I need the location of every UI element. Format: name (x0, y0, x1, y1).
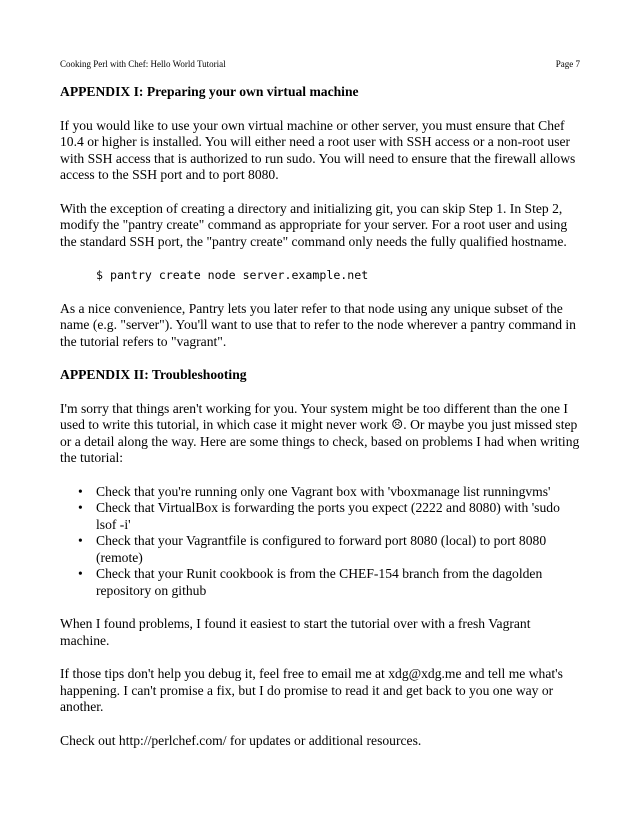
code-snippet: $ pantry create node server.example.net (96, 268, 369, 282)
list-item (78, 483, 580, 501)
appendix-2-paragraph-3: If those tips don't help you debug it, feel free to email me at xdg@xdg.me and tell me what's happening. I can't promise a fix, but I do promise to read it and get back to you one way or another. (60, 666, 563, 714)
bullet-icon: • (78, 500, 83, 515)
troubleshooting-list (60, 484, 580, 600)
list-item (78, 566, 580, 599)
list-item (78, 533, 580, 566)
list-item-text: Check that VirtualBox is forwarding the ports you expect (2222 and 8080) with 'sudo lsof -i' (96, 500, 560, 532)
appendix-1-paragraph-1: If you would like to use your own virtual machine or other server, you must ensure that Chef 10.4 or higher is installed. You will either need a root user with SSH access or a non-root user with SSH access that is authorized to run sudo. You will need to ensure that the firewall allows access to the SSH port and to port 8080. (60, 117, 576, 182)
bullet-icon: • (78, 566, 83, 581)
header-title: Cooking Perl with Chef: Hello World Tutorial (60, 59, 226, 69)
appendix-2-paragraph-1: I'm sorry that things aren't working for you. Your system might be too different than the one I used to write this tutorial, in which case it might never work ☹. Or maybe you just missed step or a detail along the way. Here are some things to check, based on problems I had when writing the tutorial: (60, 400, 580, 465)
page-number: Page 7 (555, 59, 580, 69)
appendix-2-paragraph-2: When I found problems, I found it easiest to start the tutorial over with a fresh Vagrant machine. (60, 616, 531, 648)
appendix-2-paragraph-4: Check out http://perlchef.com/ for updates or additional resources. (60, 732, 422, 748)
list-item (78, 500, 580, 533)
appendix-1-paragraph-2: With the exception of creating a directory and initializing git, you can skip Step 1. In Step 2, modify the "pantry create" command as appropriate for your server. For a root user and using the standard SSH port, the "pantry create" command only needs the fully qualified hostname. (60, 200, 568, 249)
list-item-text: Check that you're running only one Vagrant box with 'vboxmanage list runningvms' (96, 483, 551, 499)
appendix-1-heading: APPENDIX I: Preparing your own virtual machine (60, 84, 359, 99)
page-content (60, 84, 580, 766)
bullet-icon: • (78, 483, 83, 499)
bullet-icon: • (78, 533, 83, 548)
appendix-1-paragraph-3: As a nice convenience, Pantry lets you later refer to that node using any unique subset of the name (e.g. "server"). You'll want to use that to refer to the node wherever a pantry command in the tutorial refers to "vagrant". (60, 300, 576, 349)
list-item-text: Check that your Vagrantfile is configured to forward port 8080 (local) to port 8080 (remote) (96, 533, 547, 565)
list-item-text: Check that your Runit cookbook is from the CHEF-154 branch from the dagolden repository on github (96, 566, 543, 598)
appendix-2-heading: APPENDIX II: Troubleshooting (60, 367, 247, 382)
